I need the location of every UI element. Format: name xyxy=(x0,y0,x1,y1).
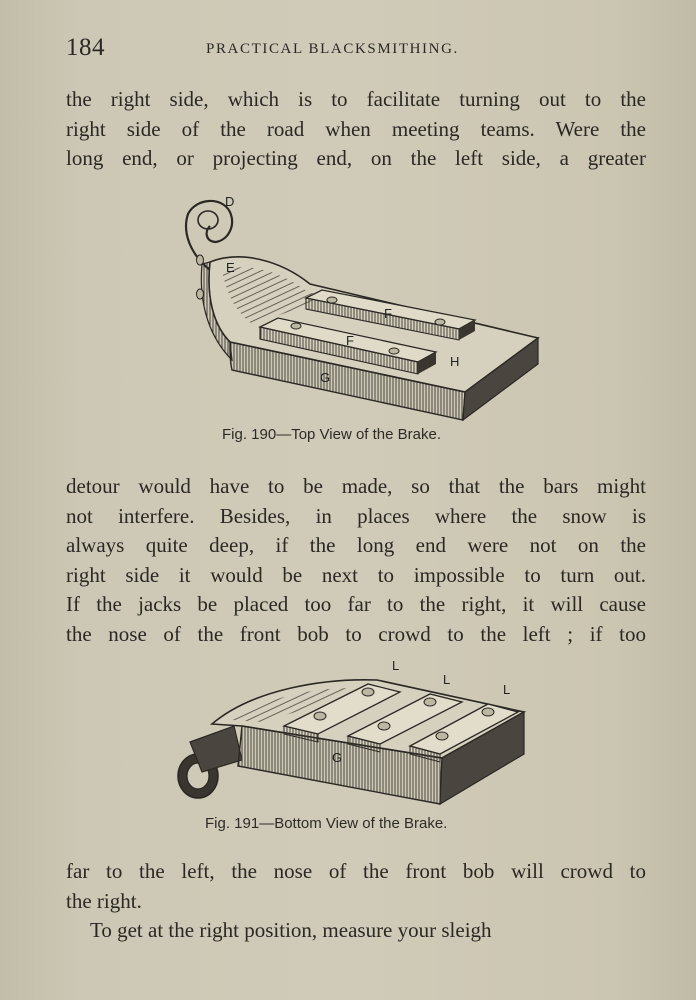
figure-190-top-view-brake xyxy=(170,192,550,424)
label-l-3: L xyxy=(503,682,511,697)
label-g: G xyxy=(332,750,343,765)
text-line: long end, or projecting end, on the left side, a greater xyxy=(66,146,646,170)
text-line: always quite deep, if the long end were not on the xyxy=(66,533,646,557)
text-line: detour would have to be made, so that the bars might xyxy=(66,474,646,498)
running-title: PRACTICAL BLACKSMITHING. xyxy=(206,41,459,57)
label-l-2: L xyxy=(443,672,451,687)
text-line: the right side, which is to facilitate turning out to the xyxy=(66,87,646,111)
text-line: the right. xyxy=(66,888,142,913)
figure-191-caption: Fig. 191—Bottom View of the Brake. xyxy=(205,815,448,832)
paragraph-2 xyxy=(66,472,646,649)
label-e: E xyxy=(226,260,235,275)
text-line: far to the left, the nose of the front bob will crowd to xyxy=(66,859,646,883)
page-number: 184 xyxy=(66,34,105,61)
label-h: H xyxy=(450,354,460,369)
text-line: the nose of the front bob to crowd to the left ; if too xyxy=(66,621,646,646)
text-line: right side of the road when meeting teams. Were the xyxy=(66,116,646,141)
label-d: D xyxy=(225,194,235,209)
label-f-front: F xyxy=(346,333,354,348)
text-line: not interfere. Besides, in places where the snow is xyxy=(66,503,646,528)
figure-191-bottom-view-brake xyxy=(172,654,542,812)
figure-190-caption: Fig. 190—Top View of the Brake. xyxy=(222,426,442,443)
text-line: To get at the right position, measure your sleigh xyxy=(90,918,492,942)
label-l-1: L xyxy=(392,658,400,673)
paragraph-1 xyxy=(66,85,646,174)
paragraph-3 xyxy=(66,857,646,916)
label-g: G xyxy=(320,370,331,385)
text-line: If the jacks be placed too far to the right, it will cause xyxy=(66,592,646,616)
page-header xyxy=(66,34,646,64)
text-line: right side it would be next to impossible to turn out. xyxy=(66,562,646,587)
label-f-back: F xyxy=(384,306,392,321)
paragraph-4 xyxy=(66,916,646,946)
